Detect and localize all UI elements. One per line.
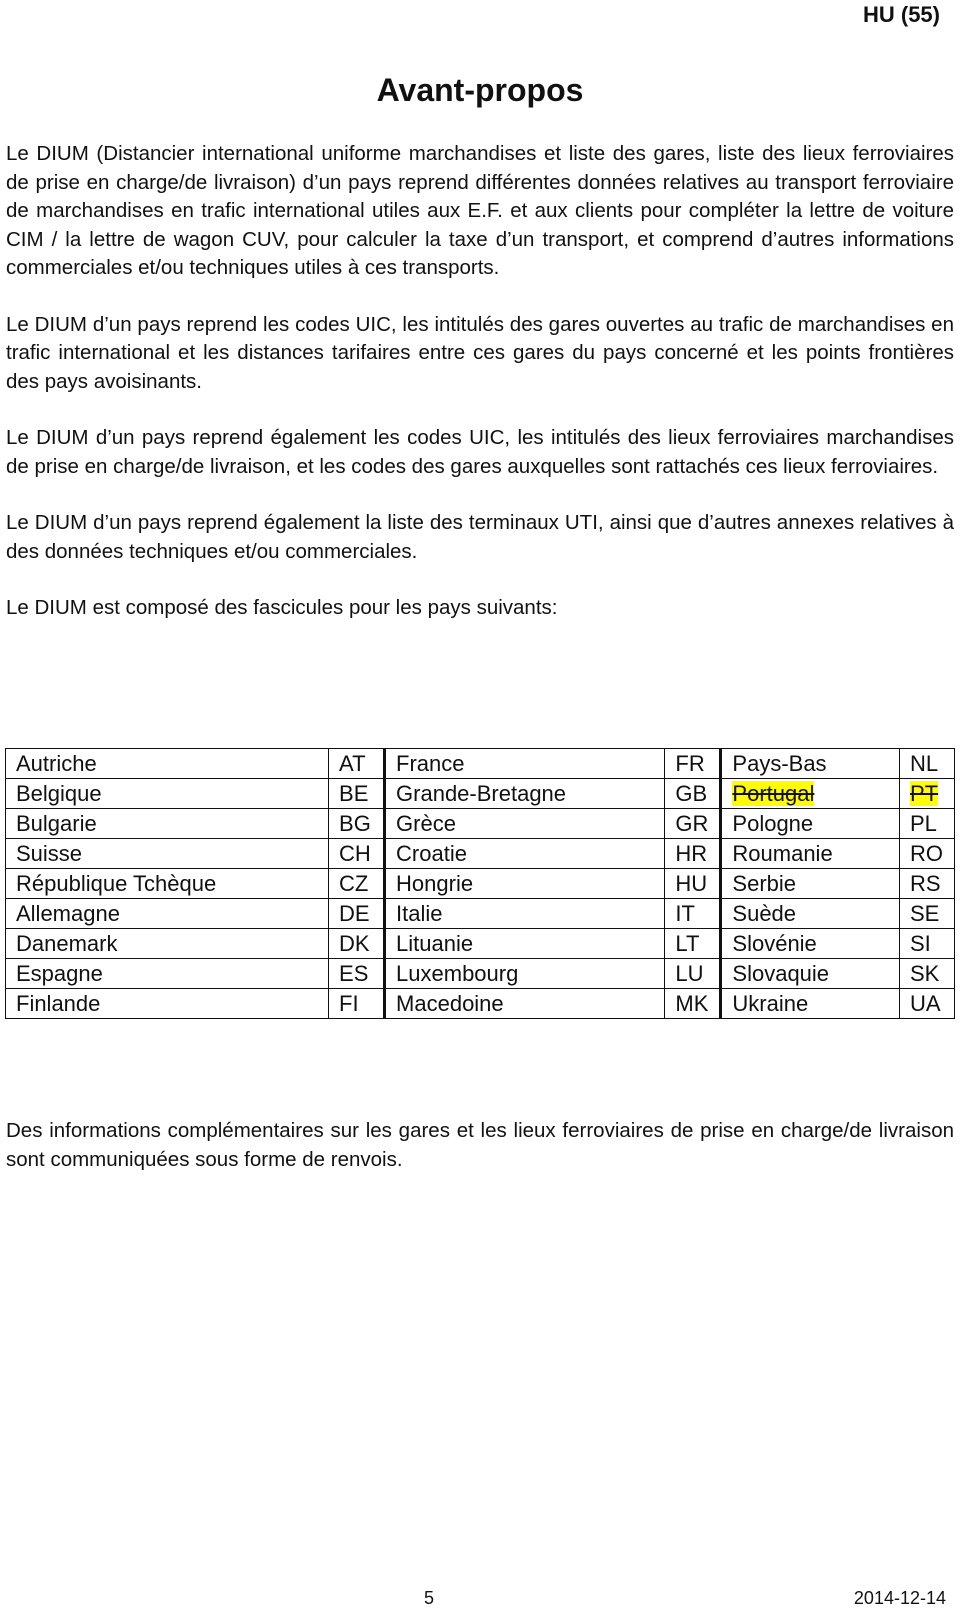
country-code-cell [900,899,955,929]
country-name: France [396,750,465,776]
country-code: PT [910,780,939,806]
country-code: SI [910,930,931,956]
country-name: Grande-Bretagne [396,780,567,806]
country-table [5,748,955,1019]
country-code-cell [900,779,955,809]
country-code-cell [900,809,955,839]
country-name: Luxembourg [396,960,519,986]
country-name: Pologne [732,810,814,836]
country-name-cell [6,779,329,809]
country-code: CH [339,840,371,866]
country-code-cell [900,989,955,1019]
country-code-cell [900,869,955,899]
table-row [6,779,955,809]
country-name-cell [6,869,329,899]
country-code-cell [900,749,955,779]
country-name: Belgique [16,780,102,806]
country-name: Bulgarie [16,810,97,836]
country-name: Espagne [16,960,103,986]
country-name: République Tchèque [16,870,217,896]
country-code-cell [665,809,721,839]
country-code-cell [329,899,385,929]
footer-date: 2014-12-14 [853,1588,946,1608]
country-name: Allemagne [16,900,120,926]
country-code: CZ [339,870,369,896]
country-code-cell [329,929,385,959]
country-code-cell [329,809,385,839]
country-name-cell [6,749,329,779]
country-code-cell [900,959,955,989]
country-code-cell [665,959,721,989]
country-name-cell [385,929,665,959]
table-row [6,929,955,959]
country-name-cell [6,959,329,989]
country-code: RS [910,870,941,896]
country-name-cell [6,929,329,959]
country-code: GR [675,810,709,836]
country-code: MK [675,990,709,1016]
paragraph: Le DIUM (Distancier international uniforme marchandises et liste des gares, liste des lieux ferroviaires de prise en charge/de livraison) d’un pays reprend différentes données relatives au transport ferroviaire de marchandises en trafic international utiles aux E.F. et aux clients pour compléter la lettre de voiture CIM / la lettre de wagon CUV, pour calculer la taxe d’un transport, et comprend d’autres informations commerciales et/ou techniques utiles à ces transports. [6,142,954,279]
table-row [6,959,955,989]
country-code: DK [339,930,370,956]
country-code: DE [339,900,370,926]
country-name-cell [721,779,900,809]
country-name: Roumanie [732,840,833,866]
country-name: Croatie [396,840,467,866]
country-code: PL [910,810,937,836]
closing-paragraph: Des informations complémentaires sur les gares et les lieux ferroviaires de prise en charge/de livraison sont communiquées sous forme de renvois. [6,1119,954,1171]
country-code: FI [339,990,359,1016]
country-name-cell [6,899,329,929]
table-row [6,839,955,869]
country-code: GB [675,780,708,806]
country-code: LU [675,960,704,986]
paragraph: Le DIUM d’un pays reprend les codes UIC, les intitulés des gares ouvertes au trafic de marchandises en trafic international et les distances tarifaires entre ces gares du pays concerné et les points frontières des pays avoisinants. [6,312,954,393]
country-code: NL [910,750,939,776]
country-code-cell [900,929,955,959]
table-row [6,809,955,839]
country-code: SE [910,900,940,926]
country-code: UA [910,990,941,1016]
country-name-cell [385,869,665,899]
country-code-cell [329,839,385,869]
page-title: Avant-propos [376,72,584,108]
country-name: Italie [396,900,443,926]
country-name: Suède [732,900,797,926]
country-code-cell [665,779,721,809]
country-code: RO [910,840,943,866]
table-row [6,869,955,899]
country-name-cell [721,899,900,929]
country-name: Slovaquie [732,960,830,986]
table-row [6,899,955,929]
country-name-cell [721,809,900,839]
page-number: 5 [424,1588,435,1608]
country-code-cell [665,869,721,899]
country-name: Danemark [16,930,118,956]
country-code: HU [675,870,708,896]
country-name: Serbie [732,870,796,896]
country-name: Suisse [16,840,83,866]
country-code-cell [329,959,385,989]
country-name-cell [721,929,900,959]
country-code: LT [675,930,700,956]
paragraph: Le DIUM d’un pays reprend également les codes UIC, les intitulés des lieux ferroviaires marchandises de prise en charge/de livraison, et les codes des gares auxquelles sont rattachés ces lieux ferroviaires. [6,426,954,478]
paragraph: Le DIUM d’un pays reprend également la liste des terminaux UTI, ainsi que d’autres annexes relatives à des données techniques et/ou commerciales. [6,511,954,563]
country-name: Macedoine [396,990,504,1016]
country-code-cell [665,749,721,779]
country-name-cell [385,959,665,989]
country-code-cell [665,989,721,1019]
country-name: Ukraine [732,990,809,1016]
country-code-cell [665,899,721,929]
country-name-cell [721,989,900,1019]
country-name-cell [6,809,329,839]
country-name-cell [385,749,665,779]
country-name-cell [385,809,665,839]
country-code-cell [665,839,721,869]
country-code-cell [665,929,721,959]
intro-text [6,140,954,651]
country-name-cell [721,959,900,989]
country-code: SK [910,960,940,986]
country-code-cell [329,749,385,779]
paragraph: Le DIUM est composé des fascicules pour les pays suivants: [6,596,558,619]
country-name-cell [721,749,900,779]
country-code: FR [675,750,705,776]
country-name-cell [721,869,900,899]
country-name: Lituanie [396,930,474,956]
country-name: Pays-Bas [732,750,827,776]
table-row [6,989,955,1019]
table-row [6,749,955,779]
country-code: IT [675,900,695,926]
country-name-cell [721,839,900,869]
country-code: HR [675,840,708,866]
country-code-cell [329,779,385,809]
country-code-cell [329,989,385,1019]
country-code: BG [339,810,371,836]
country-name-cell [385,839,665,869]
country-name: Slovénie [732,930,817,956]
country-name-cell [385,989,665,1019]
country-code: AT [339,750,366,776]
country-name-cell [385,779,665,809]
country-code-cell [900,839,955,869]
country-name: Autriche [16,750,97,776]
country-code-cell [329,869,385,899]
country-code: ES [339,960,369,986]
country-name-cell [385,899,665,929]
document-reference: HU (55) [862,2,940,27]
country-name-cell [6,839,329,869]
country-name: Portugal [732,780,815,806]
country-code: BE [339,780,369,806]
country-name: Grèce [396,810,456,836]
country-name: Finlande [16,990,101,1016]
country-name-cell [6,989,329,1019]
country-name: Hongrie [396,870,474,896]
